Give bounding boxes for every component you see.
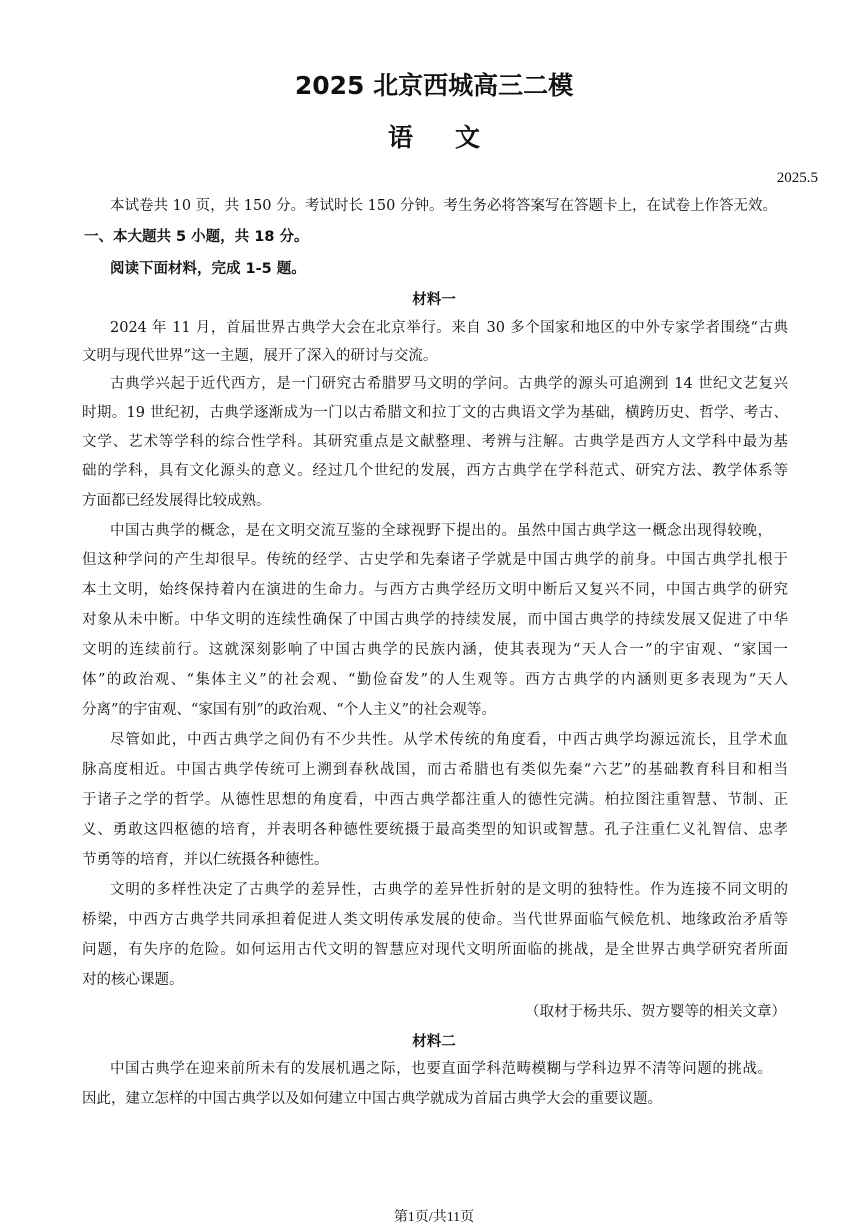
paragraph-line: 尽管如此，中西古典学之间仍有不少共性。从学术传统的角度看，中西古典学均源远流长，且学术血 [110,732,788,748]
paragraph-line: 中国古典学在迎来前所未有的发展机遇之际，也要直面学科范畴模糊与学科边界不清等问题的挑战。 [110,1061,772,1077]
paragraph-line: 文学、艺术等学科的综合性学科。其研究重点是文献整理、考辨与注解。古典学是西方人文学科中最为基 [82,434,788,450]
paragraph-line: 时期。19 世纪初，古典学逐渐成为一门以古希腊文和拉丁文的古典语文学为基础，横跨历史、哲学、考古、 [82,405,788,421]
paragraph-line: 古典学兴起于近代西方，是一门研究古希腊罗马文明的学问。古典学的源头可追溯到 14 世纪文艺复兴 [110,376,788,392]
paragraph-line: 问题，有失序的危险。如何运用古代文明的智慧应对现代文明所面临的挑战，是全世界古典学研究者所面 [82,942,788,958]
paragraph-line: 文明的多样性决定了古典学的差异性，古典学的差异性折射的是文明的独特性。作为连接不同文明的 [110,882,788,898]
exam-date: 2025.5 [776,170,818,186]
paragraph-line: 础的学科，具有文化源头的意义。经过几个世纪的发展，西方古典学在学科范式、研究方法、教学体系等 [82,463,788,479]
paragraph-line: 中国古典学的概念，是在文明交流互鉴的全球视野下提出的。虽然中国古典学这一概念出现得较晚， [110,523,772,539]
paragraph-line: 桥梁，中西方古典学共同承担着促进人类文明传承发展的使命。当代世界面临气候危机、地缘政治矛盾等 [82,912,788,928]
paragraph-line: 方面都已经发展得比较成熟。 [82,493,271,509]
page-indicator: 第1页/共11页 [393,1210,475,1225]
material1-heading: 材料一 [412,292,456,308]
paragraph-line: 对的核心课题。 [82,972,184,988]
paragraph-line: 分离”的宇宙观、“家国有别”的政治观、“个人主义”的社会观等。 [82,702,497,718]
material1-source: （取材于杨共乐、贺方婴等的相关文章） [525,1004,786,1020]
paragraph-line: 脉高度相近。中国古典学传统可上溯到春秋战国，而古希腊也有类似先秦“六艺”的基础教育科目和相当 [82,762,788,778]
paragraph-line: 对象从未中断。中华文明的连续性确保了中国古典学的持续发展，而中国古典学的持续发展又促进了中华 [82,612,788,628]
paragraph-line: 因此，建立怎样的中国古典学以及如何建立中国古典学就成为首届古典学大会的重要议题。 [82,1091,662,1107]
paragraph-line: 本土文明，始终保持着内在演进的生命力。与西方古典学经历文明中断后又复兴不同，中国古典学的研究 [82,582,788,598]
paragraph-line: 文明与现代世界”这一主题，展开了深入的研讨与交流。 [82,348,438,364]
paragraph-line: 节勇等的培育，并以仁统摄各种德性。 [82,852,329,868]
paragraph-line: 义、勇敢这四枢德的培育，并表明各种德性要统摄于最高类型的知识或智慧。孔子注重仁义礼智信、忠孝 [82,822,788,838]
paragraph-line: 于诸子之学的哲学。从德性思想的角度看，中西古典学都注重人的德性完满。柏拉图注重智慧、节制、正 [82,792,788,808]
exam-title: 2025 北京西城高三二模 [294,71,574,100]
section-heading: 一、本大题共 5 小题，共 18 分。 [84,229,309,245]
exam-subject: 语文 [387,123,522,152]
exam-instructions: 本试卷共 10 页，共 150 分。考试时长 150 分钟。考生务必将答案写在答题卡上，在试卷上作答无效。 [110,198,777,214]
paragraph-line: 文明的连续前行。这就深刻影响了中国古典学的民族内涵，使其表现为“天人合一”的宇宙观、“家国一 [82,642,788,658]
paragraph-line: 体”的政治观、“集体主义”的社会观、“勤俭奋发”的人生观等。西方古典学的内涵则更多表现为“天人 [82,672,788,688]
paragraph-line: 但这种学问的产生却很早。传统的经学、古史学和先秦诸子学就是中国古典学的前身。中国古典学扎根于 [82,552,788,568]
paragraph-line: 2024 年 11 月，首届世界古典学大会在北京举行。来自 30 多个国家和地区的中外专家学者围绕“古典 [110,320,788,336]
material2-heading: 材料二 [412,1034,456,1050]
section-prompt: 阅读下面材料，完成 1-5 题。 [110,261,306,277]
